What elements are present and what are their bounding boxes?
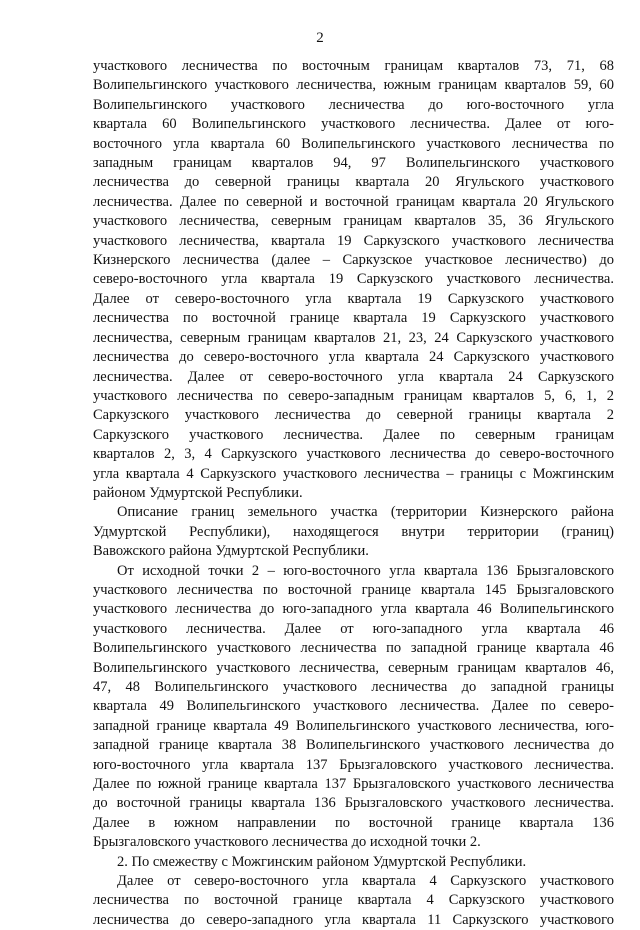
text-line: северо-восточного угла квартала 19 Саркузского участкового лесничества.	[93, 271, 614, 288]
text-line: Далее по южной границе квартала 137 Брызгаловского участкового лесничества	[93, 776, 614, 793]
text-line: квартала 49 Волипельгинского участкового лесничества. Далее по северо-	[93, 698, 614, 715]
text-line: Удмуртской Республики), находящегося внутри территории (границ)	[93, 523, 614, 540]
document-body	[93, 57, 614, 930]
text-line: Далее от северо-восточного угла квартала 4 Саркузского участкового	[117, 873, 614, 890]
text-line: Далее в южном направлении по восточной границе квартала 136	[93, 814, 614, 831]
paragraph-mozhga-boundary	[93, 872, 614, 930]
text-line: Саркузского участкового лесничества. Далее по северным границам	[93, 426, 614, 443]
section-heading-mozhga	[93, 853, 614, 872]
text-line: квартала 60 Волипельгинского участкового лесничества. Далее от юго-	[93, 116, 614, 133]
text-line: Волипельгинского участкового лесничества, северным границам кварталов 46,	[93, 659, 614, 676]
text-line: 47, 48 Волипельгинского участкового лесничества до западной границы	[93, 679, 614, 695]
text-line: Волипельгинского участкового лесничества по западной границе квартала 46	[93, 640, 614, 657]
paragraph-boundary-description	[93, 562, 614, 853]
text-line: участкового лесничества по восточной границе квартала 145 Брызгаловского	[93, 581, 614, 598]
text-line: до восточной границы квартала 136 Брызгаловского участкового лесничества.	[93, 795, 614, 812]
text-line: угла квартала 4 Саркузского участкового лесничества – границы с Можгинским	[93, 465, 614, 482]
text-line: лесничества. Далее от северо-восточного угла квартала 24 Саркузского	[93, 368, 614, 385]
text-line: лесничества, северным границам кварталов 21, 23, 24 Саркузского участкового	[93, 329, 614, 346]
text-line: западной границе квартала 38 Волипельгинского участкового лесничества до	[93, 737, 614, 754]
text-line: лесничества до северо-восточного угла квартала 24 Саркузского участкового	[93, 349, 614, 366]
text-line: юго-восточного угла квартала 137 Брызгаловского участкового лесничества.	[93, 756, 614, 773]
text-line: лесничества по восточной границе квартала 4 Саркузского участкового	[93, 892, 614, 909]
text-line: участкового лесничества по северо-западным границам кварталов 5, 6, 1, 2	[93, 387, 614, 404]
text-line: лесничества до северной границы квартала 20 Ягульского участкового	[93, 174, 614, 191]
text-line: Саркузского участкового лесничества до северной границы квартала 2	[93, 407, 614, 424]
text-line: районом Удмуртской Республики.	[93, 484, 303, 501]
text-line: участкового лесничества, квартала 19 Саркузского участкового лесничества	[93, 232, 614, 249]
paragraph-description-heading	[93, 503, 614, 561]
text-line: Вавожского района Удмуртской Республики.	[93, 543, 369, 560]
text-line: участкового лесничества, северным границам кварталов 35, 36 Ягульского	[93, 213, 614, 230]
text-line: участкового лесничества. Далее от юго-западного угла квартала 46	[93, 620, 614, 637]
text-line: кварталов 2, 3, 4 Саркузского участкового лесничества до северо-восточного	[93, 446, 614, 463]
text-line: лесничества до северо-западного угла квартала 11 Саркузского участкового	[93, 911, 614, 928]
text-line: участкового лесничества до юго-западного угла квартала 46 Волипельгинского	[93, 601, 614, 618]
text-line: западным границам кварталов 94, 97 Волипельгинского участкового	[93, 155, 614, 172]
text-line: От исходной точки 2 – юго-восточного угла квартала 136 Брызгаловского	[117, 562, 614, 579]
text-line: лесничества по восточной границе квартала 19 Саркузского участкового	[93, 310, 614, 327]
text-line: лесничества. Далее по северной и восточной границам квартала 20 Ягульского	[93, 193, 614, 210]
text-line: Брызгаловского участкового лесничества до исходной точки 2.	[93, 834, 481, 851]
text-line: Волипельгинского участкового лесничества, южным границам кварталов 59, 60	[93, 77, 614, 94]
text-line: Описание границ земельного участка (территории Кизнерского района	[117, 504, 614, 521]
text-line: Кизнерского лесничества (далее – Саркузское участковое лесничество) до	[93, 252, 614, 269]
page-number: 2	[316, 30, 324, 46]
paragraph-continuation	[93, 57, 614, 503]
text-line: участкового лесничества по восточным границам кварталов 73, 71, 68	[93, 58, 614, 74]
text-line: Далее от северо-восточного угла квартала 19 Саркузского участкового	[93, 290, 614, 307]
text-line: 2. По смежеству с Можгинским районом Удмуртской Республики.	[117, 853, 527, 870]
text-line: Волипельгинского участкового лесничества до юго-восточного угла	[93, 96, 614, 113]
text-line: западной границе квартала 49 Волипельгинского участкового лесничества, юго-	[93, 717, 614, 734]
text-line: восточного угла квартала 60 Волипельгинского участкового лесничества по	[93, 135, 614, 152]
